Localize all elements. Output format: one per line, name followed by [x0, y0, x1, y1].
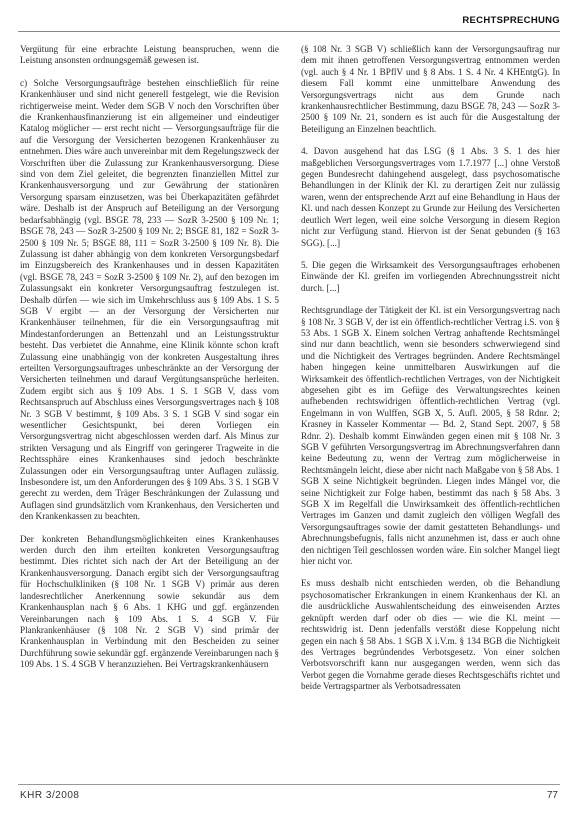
header-rule [18, 31, 560, 32]
right-column [301, 44, 560, 761]
paragraph: Der konkreten Behandlungsmöglichkeiten eines Krankenhauses werden durch den ihm erteilten konkreten Versorgungsauftrag bestimmt. Dies richtet sich nach der Art der Beteiligung an der Krankenhausversorgung. Danach ergibt sich der Versorgungsauftrag für Hochschulkliniken (§ 108 Nr. 1 SGB V) primär aus deren landesrechtlicher Anerkennung sowie sekundär aus dem Krankenhausplan nach § 6 Abs. 1 KHG und ggf. ergänzenden Vereinbarungen nach § 109 Abs. 1 S. 4 SGB V. Für Plankrankenhäuser (§ 108 Nr. 2 SGB V) sind primär der Krankenhausplan in Verbindung mit den Bescheiden zu seiner Durchführung sowie sekundär ggf. ergänzende Vereinbarungen nach § 109 Abs. 1 S. 4 SGB V heranzuziehen. Bei Vertragskrankenhäusern [20, 533, 279, 670]
left-column [20, 44, 279, 761]
paragraph: Rechtsgrundlage der Tätigkeit der Kl. ist ein Versorgungsvertrag nach § 108 Nr. 3 SGB V, der ist ein öffentlich-rechtlicher Vertrag i.S. von § 53 Abs. 1 SGB X. Einem solchen Vertrag anhaftende Rechtsmängel sind nur dann beachtlich, wenn sie besonders schwerwiegend sind und die Nichtigkeit des Vertrages begründen. Andere Rechtsmängel haben hingegen keine unmittelbaren Auswirkungen auf die Wirksamkeit des öffentlich-rechtlichen Vertrages, von der Nichtigkeit abgesehen gibt es im Gefüge des Verwaltungsrechtes keinen aufhebenden rechtswidrigen öffentlich-rechtlichen Vertrag (vgl. Engelmann in von Wulffen, SGB X, 5. Aufl. 2005, § 58 Rdnr. 2; Krasney in Kasseler Kommentar — Bd. 2, Stand Sept. 2007, § 58 Rdnr. 2). Deshalb kommt Einwänden gegen einen mit § 108 Nr. 3 SGB V geführten Versorgungsvertrag im Abrechnungsverfahren dann keine Bedeutung zu, wenn der Vertrag zum möglicherweise in Rechtsmängeln leicht, diese aber nicht nach Maßgabe von § 58 Abs. 1 SGB X seine Nichtigkeit begründen. Liegen indes Mängel vor, die seine Nichtigkeit zur Folge haben, bestimmt das nach § 58 Abs. 3 SGB X im Regelfall die Unwirksamkeit des öffentlich-rechtlichen Vertrages im Ganzen und damit zugleich den völligen Wegfall des Versorgungsauftrages sowie der damit gestatteten Behandlungs- und Abrechnungsbefugnis, falls nicht anzunehmen ist, dass er auch ohne den nichtigen Teil geschlossen worden wäre. Ein solcher Mangel liegt hier nicht vor. [301, 305, 560, 567]
paragraph: Es muss deshalb nicht entschieden werden, ob die Behandlung psychosomatischer Erkrankungen in einem Krankenhaus der Kl. an die ausdrückliche Auswahlentscheidung des einweisenden Arztes geknüpft werden darf oder ob dies — wie die Kl. meint — rechtswidrig ist. Denn jedenfalls verstößt diese Koppelung nicht gegen ein nach § 58 Abs. 1 SGB X i.V.m. § 134 BGB die Nichtigkeit des Vertrages begründendes Verbotsgesetz. Von einer solchen Verbotsvorschrift kann nur ausgegangen werden, wenn sich das Verbot gegen die Vornahme gerade dieses Rechtsgeschäfts richtet und beide Vertragspartner als Verbotsadressaten [301, 578, 560, 692]
page-number: 77 [546, 790, 558, 801]
paragraph: (§ 108 Nr. 3 SGB V) schließlich kann der Versorgungsauftrag nur dem mit ihnen getroffenen Versorgungsvertrag entnommen werden (vgl. auch § 4 Nr. 1 BPflV und § 8 Abs. 1 S. 4 Nr. 4 KHEntgG). In diesem Fall kommt eine unmittelbare Anwendung des Versorgungsvertrags nicht aus dem Grunde nach krankenhausrechtlicher Bestimmung, dazu BSGE 78, 243 — SozR 3-2500 § 109 Nr. 21, sondern es ist auch für die Ausgestaltung der Beteiligung an Einzelnen beachtlich. [301, 44, 560, 134]
journal-issue: KHR 3/2008 [20, 790, 80, 801]
footer-rule [18, 784, 560, 785]
section-header: RECHTSPRECHUNG [462, 15, 560, 26]
paragraph: Vergütung für eine erbrachte Leistung beanspruchen, wenn die Leistung ansonsten ordnungsgemäß gewesen ist. [20, 44, 279, 66]
paragraph: 4. Davon ausgehend hat das LSG (§ 1 Abs. 3 S. 1 des hier maßgeblichen Versorgungsvertrages vom 1.7.1977 [...] ohne Verstoß gegen Bundesrecht dahingehend ausgelegt, dass psychosomatische Behandlungen in der Klinik der Kl. zu derartigen Zeit nur zulässig waren, wenn der entsprechende Arzt auf eine Behandlung in Haus der Kl. und nach dessen Konzept zu Grunde zur Heilung des Versicherten deutlich Wert legen, weil eine solche Versorgung in diesem Region nicht zur Verfügung stand. Hiervon ist der Senat gebunden (§ 163 SGG). [...] [301, 146, 560, 248]
paragraph: 5. Die gegen die Wirksamkeit des Versorgungsauftrages erhobenen Einwände der Kl. greifen im vorliegenden Abrechnungsstreit nicht durch. [...] [301, 259, 560, 293]
paragraph: c) Solche Versorgungsaufträge bestehen einschließlich für reine Krankenhäuser und sind nicht generell festgelegt, wie die Revision richtigerweise meint. Weder dem SGB V noch den Vorschriften über die Krankenhausfinanzierung ist ein allgemeiner und eindeutiger Katalog möglicher — erst recht nicht — Versorgungsaufträge für die auf die Versorgung der Versicherten bezogenen Krankenhäuser zu entnehmen. Dies wäre auch unvereinbar mit dem Regelungszweck der Vorschriften über die Zulassung zur Krankenhausversorgung. Diese sind von dem Ziel geleitet, die begrenzten finanziellen Mittel zur Krankenhausversorgung und zur Gewährung der stationären Versorgung sparsam einzusetzen, was bei Überkapazitäten gefährdet wäre. Deshalb ist der Anspruch auf Beteiligung an der Versorgung bedarfsabhängig (vgl. BSGE 78, 233 — SozR 3-2500 § 109 Nr. 1; BSGE 78, 243 — SozR 3-2500 § 109 Nr. 2; BSGE 81, 182 = SozR 3-2500 § 109 Nr. 5; BSGE 88, 111 = SozR 3-2500 § 109 Nr. 8). Die Zulassung ist daher abhängig von dem konkreten Versorgungsbedarf im Einzugsbereich des Krankenhauses und in dessen Kapazitäten (vgl. BSGE 78, 243 = SozR 3-2500 § 109 Nr. 2), auf den bezogen im Zulassungsakt ein konkreter Versorgungsauftrag festzulegen ist. Deshalb dürfen — wie sich im Umkehrschluss aus § 109 Abs. 1 S. 5 SGB V ergibt — an der Versorgung der Versicherten nur Krankenhäuser teilnehmen, für die ein Versorgungsauftrag mit Mindestanforderungen an Bettenzahl und an Leistungsstruktur besteht. Das verbietet die Annahme, eine Klinik könnte schon kraft Zulassung eine unabhängig von der konkreten Ausgestaltung ihres erteilten Versorgungsauftrages unbeschränkte an der Versorgung der Versicherten teilnehmen und darauf Vergütungsansprüche herleiten. Zudem ergibt sich aus § 109 Abs. 1 S. 1 SGB V, dass vom Rechtsanspruch auf Abschluss eines Versorgungsvertrages nach § 108 Nr. 3 SGB V bestimmt, § 109 Abs. 3 S. 1 SGB V sind sogar ein wesentlicher Gesichtspunkt, bei deren Vorliegen ein Versorgungsvertrag nicht abgeschlossen werden darf. Als Minus zur strikten Versagung und als Eingriff von geringerer Tragweite in die Rechtssphäre eines Krankenhauses sind jedoch beschränkte Zulassungen oder ein Versorgungsauftrag unter Auflagen zulässig. Insbesondere ist, um den Anforderungen des § 109 Abs. 3 S. 1 SGB V gerecht zu werden, dem Träger Beschränkungen der Zulassung und Auflagen sind grundsätzlich vom Krankenhaus, den Versicherten und den Krankenkassen zu beachten. [20, 77, 279, 522]
